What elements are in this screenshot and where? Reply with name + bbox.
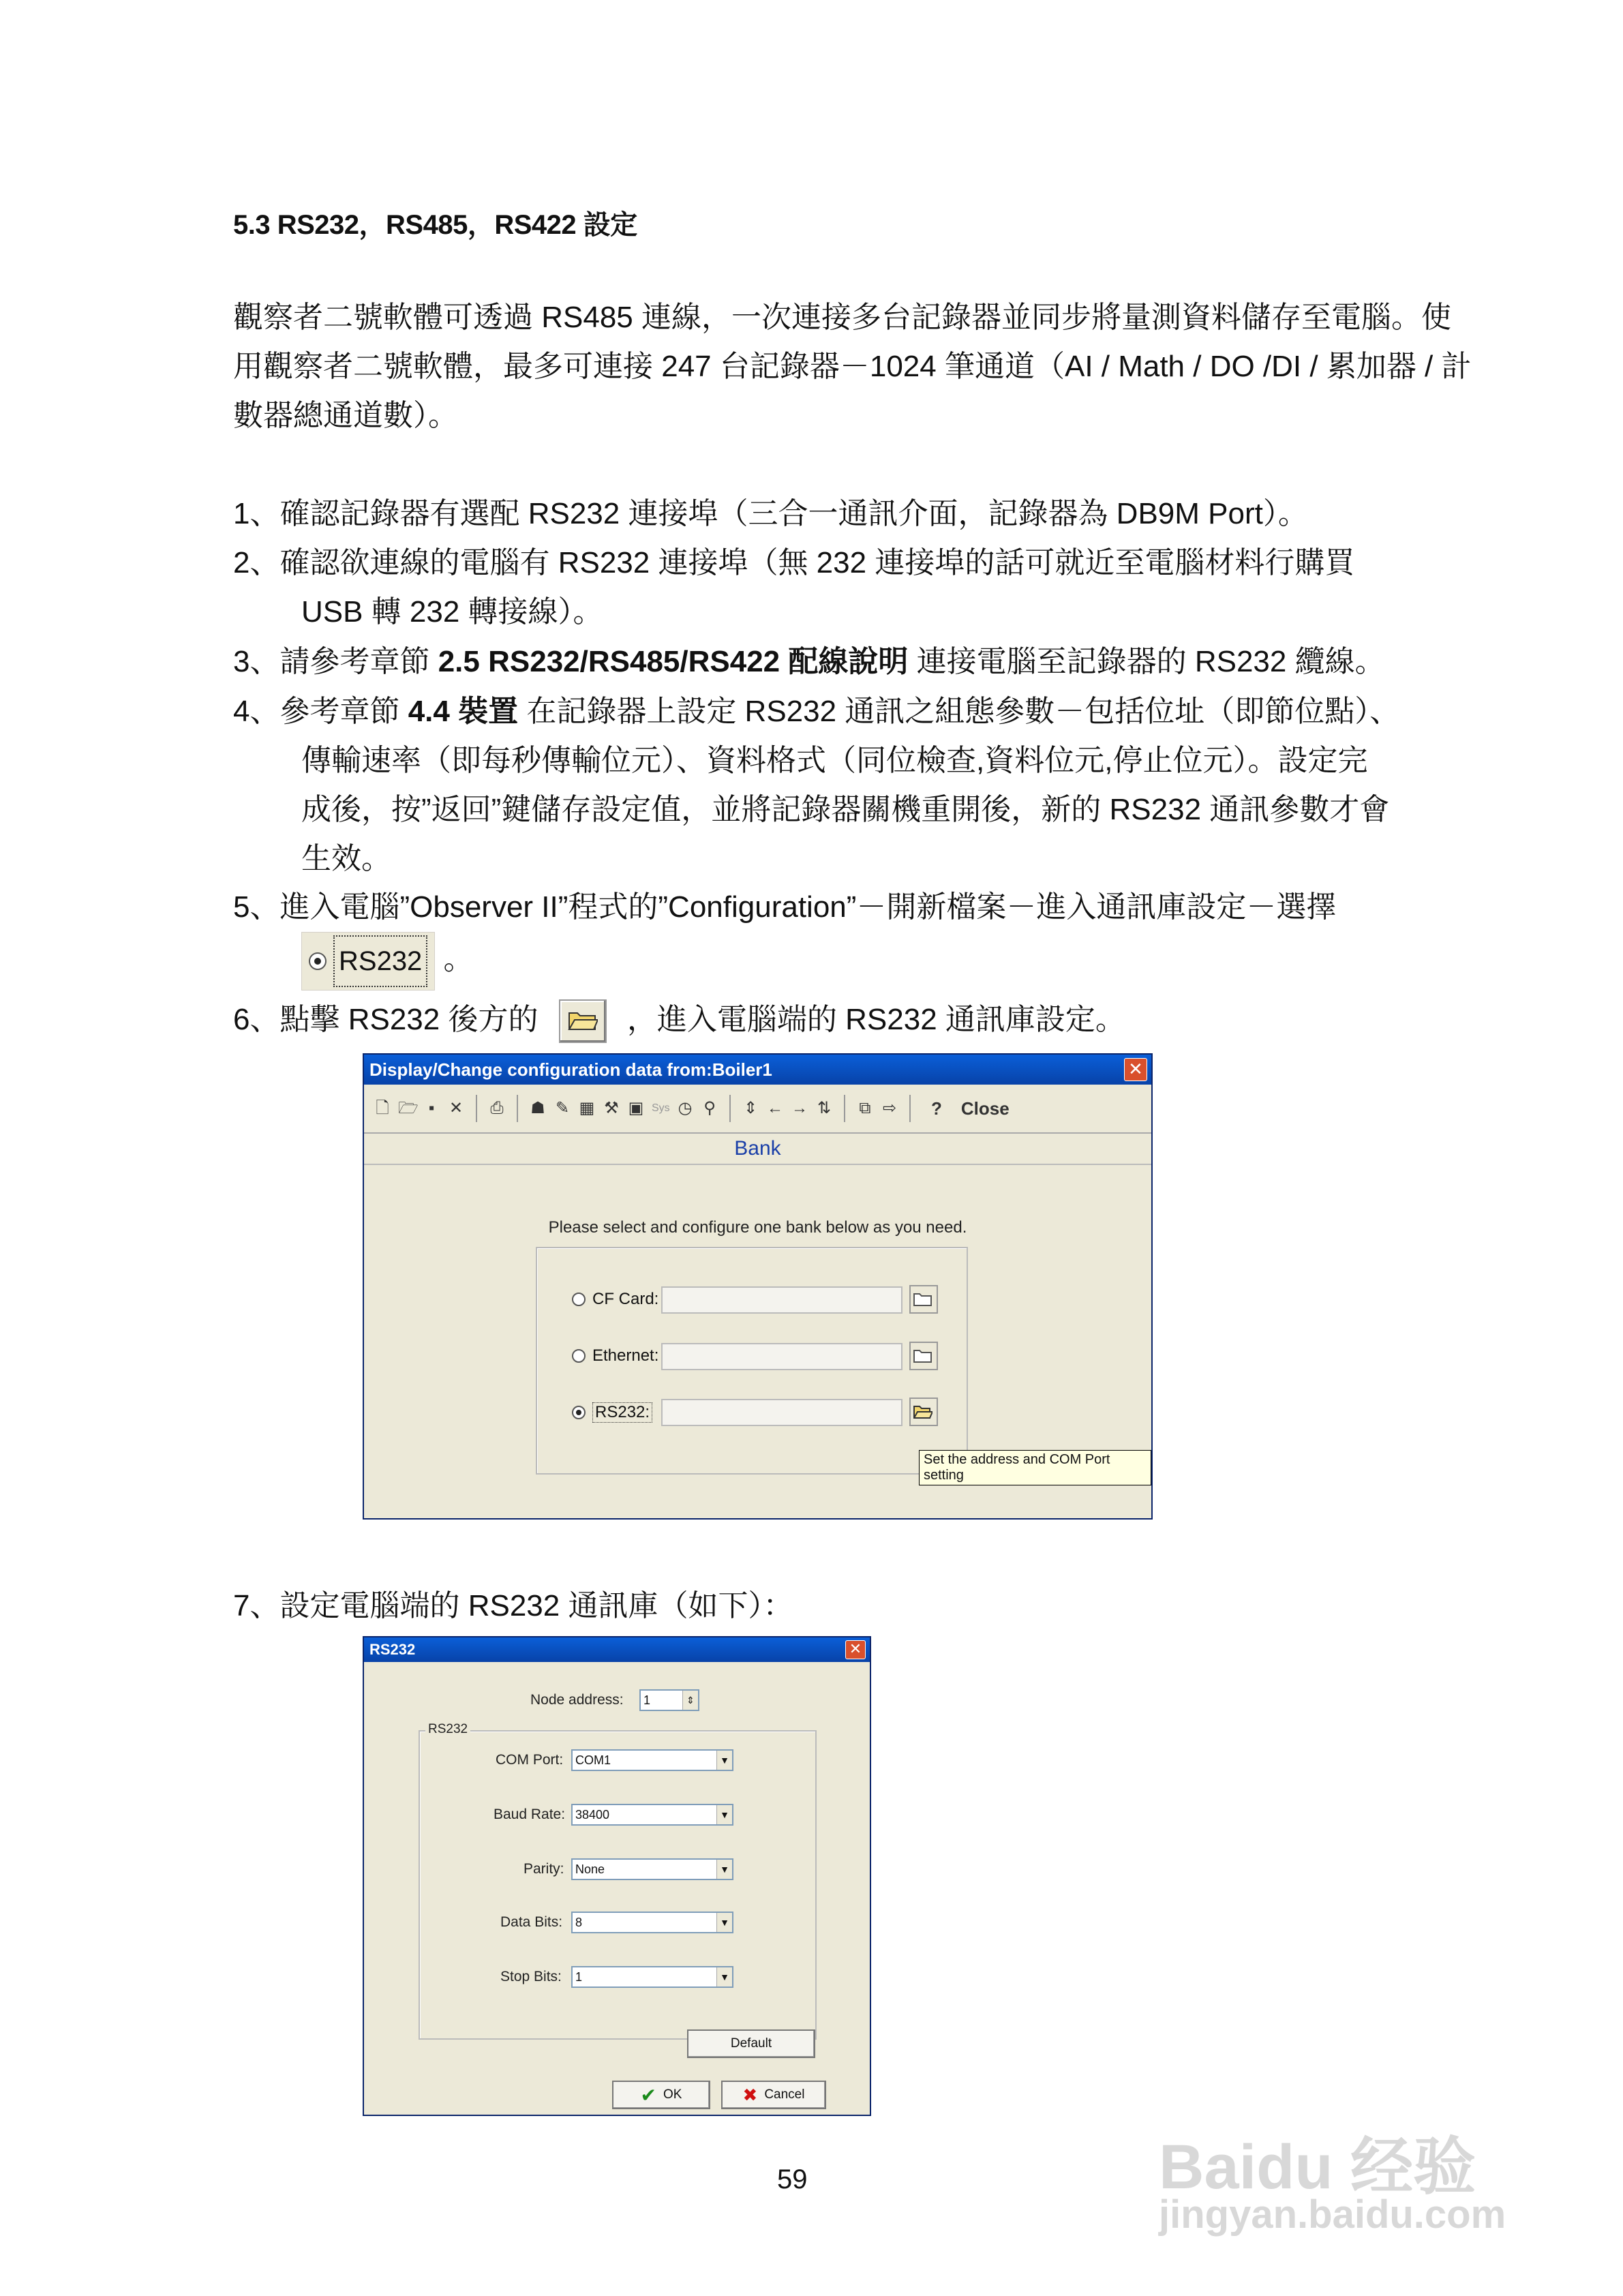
arrow-left-icon[interactable]: ←	[767, 1099, 783, 1117]
page-number: 59	[777, 2164, 808, 2194]
step-3-reference: 2.5 RS232/RS485/RS422 配線說明	[438, 645, 909, 678]
stop-bits-value: 1	[575, 1970, 583, 1984]
step-5-line-1: 5、進入電腦”Observer II”程式的”Configuration”－開新檔案－進入通訊庫設定－選擇	[233, 890, 1337, 924]
step-3-prefix: 3、請參考章節	[233, 645, 438, 678]
default-button-label: Default	[730, 2036, 772, 2051]
open-folder-icon	[559, 999, 607, 1043]
node-address-spinner[interactable]	[639, 1689, 699, 1711]
folder-icon	[913, 1347, 932, 1363]
toolbar-separator	[476, 1095, 477, 1122]
step-4-line-4: 生效。	[301, 842, 391, 875]
baud-rate-value: 38400	[575, 1808, 610, 1822]
parity-value: None	[575, 1862, 605, 1876]
step-4-reference: 4.4 裝置	[408, 695, 519, 728]
spinner-arrows-icon[interactable]: ⇕	[682, 1691, 698, 1710]
move-updown-icon[interactable]: ⇕	[743, 1099, 758, 1117]
save-icon[interactable]: ▪	[428, 1099, 435, 1117]
toolbar-separator	[909, 1095, 911, 1122]
rs232-field[interactable]	[661, 1399, 902, 1426]
config-toolbar	[364, 1085, 1151, 1134]
toolbar-separator	[844, 1095, 845, 1122]
window-close-icon[interactable]: ✕	[845, 1640, 866, 1659]
stop-bits-label: Stop Bits:	[500, 1969, 562, 1984]
radio-selected-icon	[309, 952, 327, 970]
tools-icon[interactable]: ⚒	[604, 1099, 619, 1117]
data-bits-label: Data Bits:	[500, 1914, 563, 1930]
step-5-line-2	[233, 932, 1481, 991]
com-port-label: COM Port:	[496, 1752, 564, 1768]
rs232-radio-sample	[301, 932, 435, 991]
cancel-button[interactable]	[721, 2081, 826, 2109]
rs232-groupbox	[419, 1730, 817, 2040]
sort-icon[interactable]: ⇅	[817, 1099, 832, 1117]
sys-icon[interactable]: Sys	[652, 1102, 670, 1114]
stop-bits-select[interactable]	[571, 1966, 733, 1988]
cf-card-browse-button[interactable]	[909, 1285, 938, 1314]
rs232-tooltip: Set the address and COM Port setting	[919, 1450, 1151, 1485]
option-ethernet[interactable]	[572, 1346, 658, 1365]
step-4-line-3: 成後，按”返回”鍵儲存設定值，並將記錄器關機重開後，新的 RS232 通訊參數才會	[301, 793, 1390, 826]
step-6-prefix: 6、點擊 RS232 後方的	[233, 1003, 539, 1036]
chevron-down-icon[interactable]: ▼	[716, 1805, 732, 1824]
toolbar-separator	[517, 1095, 518, 1122]
config-window-title: Display/Change configuration data from:Boiler1	[369, 1059, 772, 1080]
edit-icon[interactable]: ✎	[555, 1099, 570, 1117]
close-button-label: Close	[960, 1098, 1010, 1119]
radio-unselected-icon	[572, 1349, 586, 1363]
radio-selected-icon	[572, 1406, 586, 1419]
ok-button[interactable]	[612, 2081, 710, 2109]
config-window-titlebar	[364, 1055, 1151, 1085]
chevron-down-icon[interactable]: ▼	[716, 1913, 732, 1932]
ok-button-label: OK	[663, 2087, 682, 2102]
cancel-button-label: Cancel	[764, 2087, 805, 2102]
node-address-value: 1	[643, 1693, 651, 1707]
step-2-line-2: USB 轉 232 轉接線）。	[301, 595, 603, 629]
step-2	[233, 539, 1481, 637]
chevron-down-icon[interactable]: ▼	[716, 1860, 732, 1879]
radio-unselected-icon	[572, 1293, 586, 1306]
step-3-suffix: 連接電腦至記錄器的 RS232 纜線。	[908, 645, 1385, 678]
step-5	[233, 883, 1481, 991]
section-heading: 5.3 RS232，RS485，RS422 設定	[233, 210, 637, 240]
com-port-select[interactable]	[571, 1749, 733, 1771]
chevron-down-icon[interactable]: ▼	[716, 1751, 732, 1770]
rs232-settings-button[interactable]	[909, 1398, 938, 1426]
ethernet-field[interactable]	[661, 1343, 902, 1370]
step-1: 1、確認記錄器有選配 RS232 連接埠（三合一通訊介面，記錄器為 DB9M Port）。	[233, 497, 1308, 530]
baidu-watermark-url: jingyan.baidu.com	[1159, 2192, 1506, 2237]
bank-prompt: Please select and configure one bank below as you need.	[548, 1218, 967, 1237]
step-4-line-2: 傳輸速率（即每秒傳輸位元）、資料格式（同位檢查,資料位元,停止位元）。設定完	[301, 744, 1368, 777]
rs232-window-titlebar	[364, 1637, 870, 1662]
monitor-icon[interactable]: ▣	[628, 1099, 644, 1117]
window-close-icon[interactable]: ✕	[1124, 1058, 1147, 1081]
step-4-suffix: 在記錄器上設定 RS232 通訊之組態參數－包括位址（即節位點）、	[518, 695, 1400, 728]
option-cf-card[interactable]	[572, 1290, 658, 1309]
option-rs232[interactable]	[572, 1402, 652, 1423]
step-4	[233, 687, 1481, 883]
timer-icon[interactable]: ◷	[678, 1099, 693, 1117]
baud-rate-label: Baud Rate:	[494, 1807, 566, 1822]
step-4-prefix: 4、參考章節	[233, 695, 408, 728]
check-icon: ✔	[640, 2084, 656, 2106]
export-icon[interactable]: ⇨	[882, 1099, 897, 1117]
default-button[interactable]	[687, 2029, 815, 2058]
delete-icon[interactable]: ✕	[449, 1099, 464, 1117]
search-icon[interactable]: ⚲	[703, 1099, 716, 1117]
rs232-group-label: RS232	[425, 1722, 470, 1737]
option-cf-card-label: CF Card:	[592, 1290, 659, 1308]
rs232-window	[363, 1636, 871, 2116]
toolbar-separator	[729, 1095, 731, 1122]
cancel-x-icon: ✖	[742, 2084, 758, 2105]
import-icon[interactable]: ⧉	[859, 1099, 871, 1117]
cf-card-path-field[interactable]	[661, 1286, 902, 1314]
calc-icon[interactable]: ▦	[579, 1099, 595, 1117]
bank-header: Bank	[364, 1134, 1151, 1165]
parity-label: Parity:	[524, 1861, 564, 1877]
step-6	[233, 995, 1481, 1044]
open-file-icon[interactable]: 🗁	[398, 1099, 419, 1117]
step-7: 7、設定電腦端的 RS232 通訊庫（如下）：	[233, 1589, 793, 1622]
baidu-watermark: Baidu 经验	[1159, 2132, 1476, 2202]
step-5-end: 。	[443, 942, 474, 976]
rs232-window-title: RS232	[369, 1641, 416, 1658]
step-6-suffix: ，進入電腦端的 RS232 通訊庫設定。	[626, 1003, 1125, 1036]
step-2-line-1: 2、確認欲連線的電腦有 RS232 連接埠（無 232 連接埠的話可就近至電腦材料行購買	[233, 546, 1355, 579]
ethernet-browse-button[interactable]	[909, 1342, 938, 1370]
folder-icon	[913, 1290, 932, 1307]
data-bits-select[interactable]	[571, 1912, 733, 1933]
new-file-icon[interactable]: 🗋	[376, 1099, 389, 1117]
users-icon[interactable]: ☗	[530, 1099, 545, 1117]
node-address-label: Node address:	[530, 1692, 624, 1708]
parity-select[interactable]	[571, 1858, 733, 1880]
print-icon[interactable]: ⎙	[490, 1099, 504, 1117]
baud-rate-select[interactable]	[571, 1804, 733, 1826]
option-rs232-label: RS232:	[592, 1402, 652, 1423]
arrow-right-icon[interactable]: →	[791, 1099, 808, 1117]
open-folder-icon	[913, 1403, 932, 1419]
com-port-value: COM1	[575, 1753, 611, 1767]
rs232-radio-label: RS232	[333, 935, 427, 987]
config-window	[363, 1053, 1153, 1520]
help-icon: ?	[931, 1098, 942, 1119]
option-ethernet-label: Ethernet:	[592, 1346, 659, 1365]
intro-paragraph: 觀察者二號軟體可透過 RS485 連線，一次連接多台記錄器並同步將量測資料儲存至電腦。使用觀察者二號軟體，最多可連接 247 台記錄器－1024 筆通道（AI / Math / DO /DI / 累加器 / 計數器總通道數）。	[233, 301, 1472, 432]
data-bits-value: 8	[575, 1916, 583, 1929]
step-3	[233, 637, 1481, 686]
chevron-down-icon[interactable]: ▼	[716, 1967, 732, 1987]
close-button[interactable]	[931, 1098, 1010, 1119]
